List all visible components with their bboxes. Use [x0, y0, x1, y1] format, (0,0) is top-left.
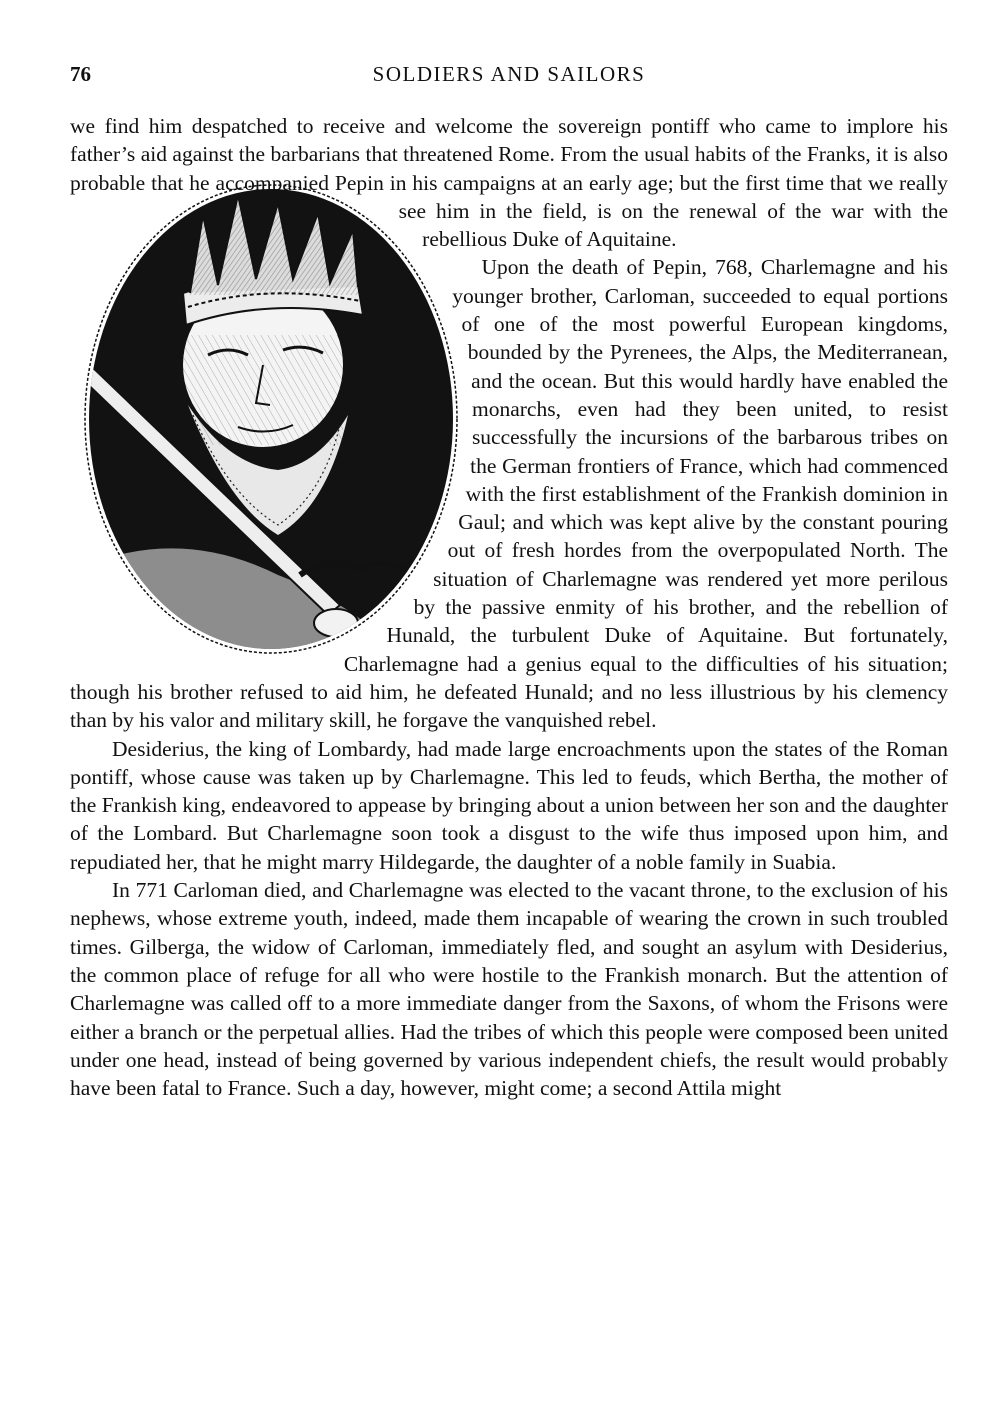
- page-header: [70, 62, 948, 92]
- paragraph-1-part-a: we find him despatched to receive and welcome the sovereign pontiff who came to implore his father’s aid against the barbarians that threatened Rome. From the usual habits of the Franks, it is also probable that he accompanied Pepin in: [70, 114, 948, 195]
- paragraph-3: Desiderius, the king of Lombardy, had made large encroachments upon the states of the Roman pontiff, whose cause was taken up by Charlemagne. This led to feuds, which Bertha, the mother of the Frankish king, endeavored to appease by bringing about a union between her son and the daughter of the Lombard. But Charlemagne soon took a disgust to the wife thus imposed upon him, and repudiated her, that he might marry Hildegarde, the daughter of a noble family in Suabia.: [70, 736, 948, 874]
- paragraph-1-part-b: his campaigns at an early age; but the first time that we really see him in the field, is on the renewal of the war with the rebellious Duke of Aquitaine.: [398, 170, 948, 252]
- paragraph-2: Upon the death of Pepin, 768, Charlemagne and his younger brother, Carloman, succeeded to equal portions of one of the most powerful European kingdoms, bounded by the Pyrenees, the Alps, the Mediterranean, and the ocean. But this would hardly have enabled the monarchs, even had they been united, to resist successfully the incursions of the barbarous tribes on the German frontiers of France, which had commenced with the first establishment of the Frankish dominion in Gaul; and which was kept alive by the constant pouring out of fresh hordes from the overpopulated North. The situation of Charlemagne was rendered yet more perilous by the passive enmity of his brother, and the rebellion of Hunald, the turbulent Duke of Aquitaine. But fortunately, Charlemagne had a genius equal to the difficulties of his situation; though his brother refused to aid him, he defeated Hunald; and no less illustrious by his clemency than by his valor and military skill, he forgave the vanquished rebel.: [70, 255, 948, 733]
- paragraph-1: [70, 112, 948, 253]
- body-text: [70, 112, 948, 1102]
- charlemagne-portrait-icon: [78, 175, 464, 663]
- running-title: SOLDIERS AND SAILORS: [372, 62, 646, 86]
- portrait-illustration: [78, 175, 464, 663]
- page-number: 76: [70, 62, 91, 86]
- paragraph-4: In 771 Carloman died, and Charlemagne was elected to the vacant throne, to the exclusion of his nephews, whose extreme youth, indeed, made them incapable of wearing the crown in such troubled times. Gilberga, the widow of Carloman, immediately fled, and sought an asylum with Desiderius, the common place of refuge for all who were hostile to the Frankish monarch. But the attention of Charlemagne was called off to a more immediate danger from the Saxons, of whom the Frisons were either a branch or the perpetual allies. Had the tribes of which this people were composed been united under one head, instead of being governed by various independent chiefs, the result would probably have been fatal to France. Such a day, however, might come; a second Attila might: [70, 878, 948, 1101]
